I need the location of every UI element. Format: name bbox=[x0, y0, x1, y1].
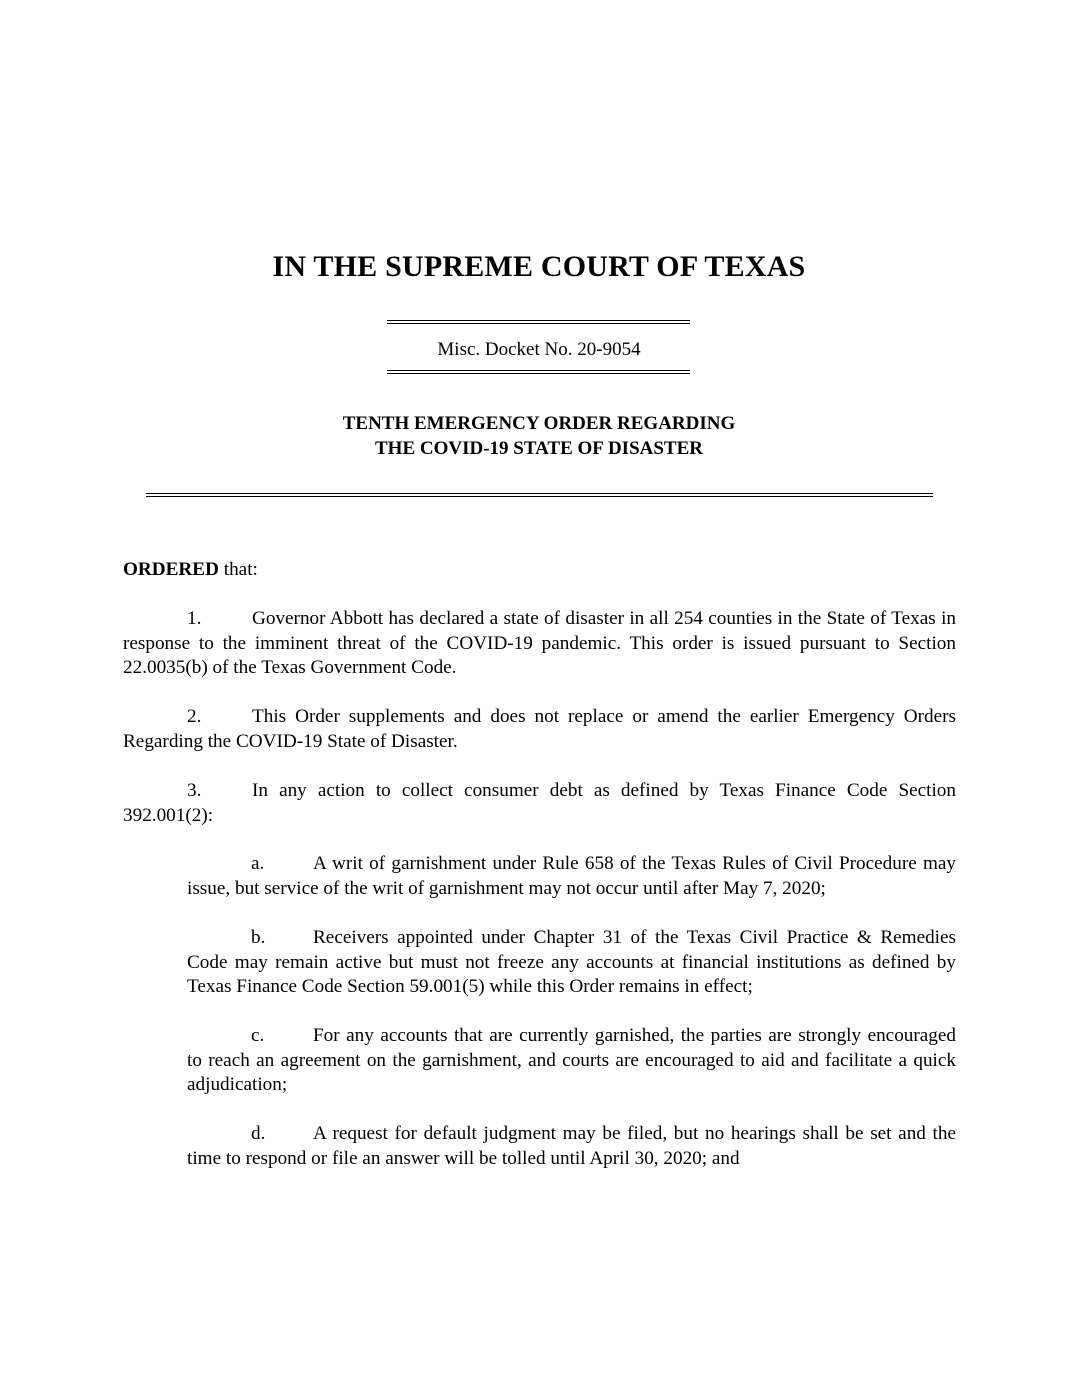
paragraph-text: This Order supplements and does not replace or amend the earlier Emergency Orders Regarding the COVID-19 State of Disaster. bbox=[123, 706, 956, 752]
subparagraph-a bbox=[187, 852, 956, 901]
subparagraph-text: For any accounts that are currently garnished, the parties are strongly encouraged to reach an agreement on the garnishment, and courts are encouraged to aid and facilitate a quick adjudication; bbox=[187, 1025, 956, 1095]
docket-number: Misc. Docket No. 20-9054 bbox=[437, 339, 641, 360]
order-title-line-1: TENTH EMERGENCY ORDER REGARDING bbox=[342, 413, 736, 434]
ordered-bold: ORDERED bbox=[123, 559, 219, 580]
subparagraph-b bbox=[187, 926, 956, 1000]
subparagraph-letter: b. bbox=[251, 927, 266, 948]
subparagraph-letter: a. bbox=[251, 853, 265, 874]
paragraph-text: In any action to collect consumer debt as defined by Texas Finance Code Section 392.001(2): bbox=[123, 780, 956, 826]
subparagraph-d bbox=[187, 1122, 956, 1171]
ordered-intro bbox=[123, 558, 258, 583]
docket-bottom-rule bbox=[387, 370, 690, 374]
paragraph-number: 1. bbox=[187, 608, 202, 629]
paragraph-1 bbox=[123, 607, 956, 681]
paragraph-number: 2. bbox=[187, 706, 202, 727]
paragraph-2 bbox=[123, 705, 956, 754]
subparagraph-text: A request for default judgment may be filed, but no hearings shall be set and the time to respond or file an answer will be tolled until April 30, 2020; and bbox=[187, 1123, 956, 1169]
subparagraph-text: A writ of garnishment under Rule 658 of the Texas Rules of Civil Procedure may issue, but service of the writ of garnishment may not occur until after May 7, 2020; bbox=[187, 853, 956, 899]
subparagraph-letter: c. bbox=[251, 1025, 265, 1046]
title-bottom-rule bbox=[146, 493, 933, 497]
docket-top-rule bbox=[387, 320, 690, 324]
paragraph-3 bbox=[123, 779, 956, 828]
subparagraph-c bbox=[187, 1024, 956, 1098]
paragraph-text: Governor Abbott has declared a state of disaster in all 254 counties in the State of Texas in response to the imminent threat of the COVID-19 pandemic. This order is issued pursuant to Section 22.0035(b) of the Texas Government Code. bbox=[123, 608, 956, 678]
order-title bbox=[0, 411, 1078, 461]
order-title-line-2: THE COVID-19 STATE OF DISASTER bbox=[375, 438, 703, 459]
subparagraph-text: Receivers appointed under Chapter 31 of the Texas Civil Practice & Remedies Code may remain active but must not freeze any accounts at financial institutions as defined by Texas Finance Code Section 59.001(5) while this Order remains in effect; bbox=[187, 927, 956, 997]
court-title: IN THE SUPREME COURT OF TEXAS bbox=[272, 250, 806, 283]
ordered-rest: that: bbox=[218, 559, 258, 580]
paragraph-number: 3. bbox=[187, 780, 202, 801]
subparagraph-letter: d. bbox=[251, 1123, 266, 1144]
